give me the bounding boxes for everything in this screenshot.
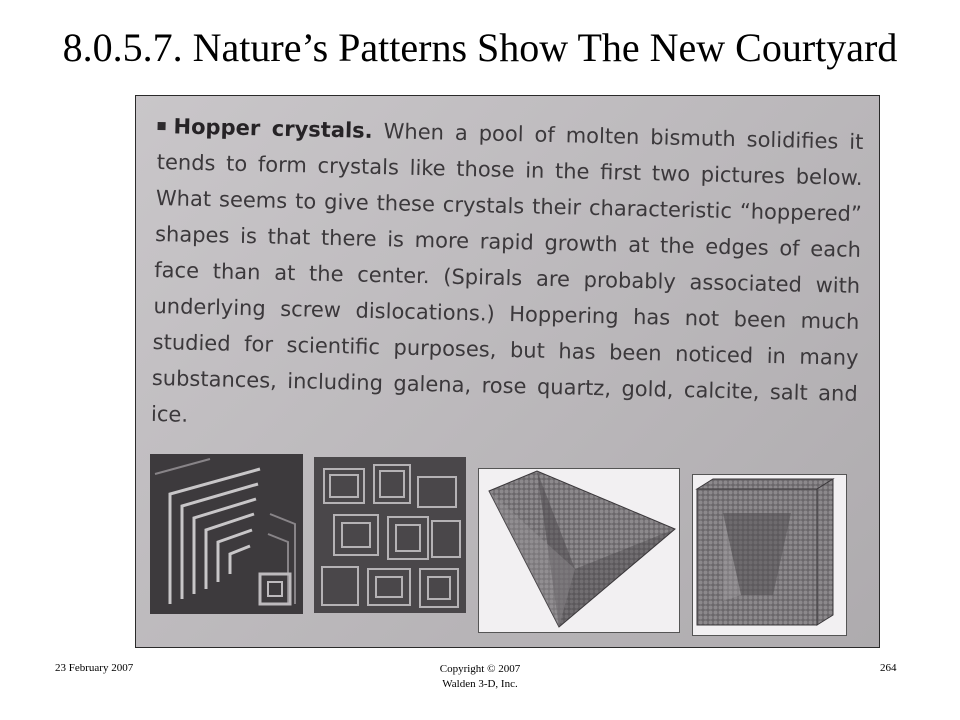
- bismuth-crystal-photo-2: [314, 457, 466, 613]
- photo-body-text: When a pool of molten bismuth solidifies it tends to form crystals like those in the first two pictures below. What seems to give these crystals their characteristic “hoppered” shapes is that there is more rapid growth at the edges of each face than at the center. (Spirals are probably associated with underlying screw dislocations.) Hoppering has not been much studied for scientific purposes, but has been noticed in many substances, including galena, rose quartz, gold, calcite, salt and ice.: [150, 118, 864, 427]
- bismuth-crystal-photo-1: [150, 454, 303, 614]
- photo-heading: Hopper crystals.: [173, 114, 373, 143]
- slide-title: 8.0.5.7. Nature’s Patterns Show The New Courtyard: [62, 25, 898, 70]
- footer-copyright: [380, 662, 580, 692]
- copyright-line: Copyright © 2007: [439, 663, 521, 675]
- page-number: 264: [880, 662, 897, 674]
- photo-paragraph: [151, 108, 864, 448]
- footer-date: 23 February 2007: [55, 662, 134, 674]
- book-page-photo: [135, 95, 880, 648]
- cube-hopper-model: [692, 474, 847, 636]
- bullet-marker: [158, 122, 166, 130]
- pyramid-hopper-model: [478, 468, 680, 633]
- company-line: Walden 3-D, Inc.: [442, 678, 518, 690]
